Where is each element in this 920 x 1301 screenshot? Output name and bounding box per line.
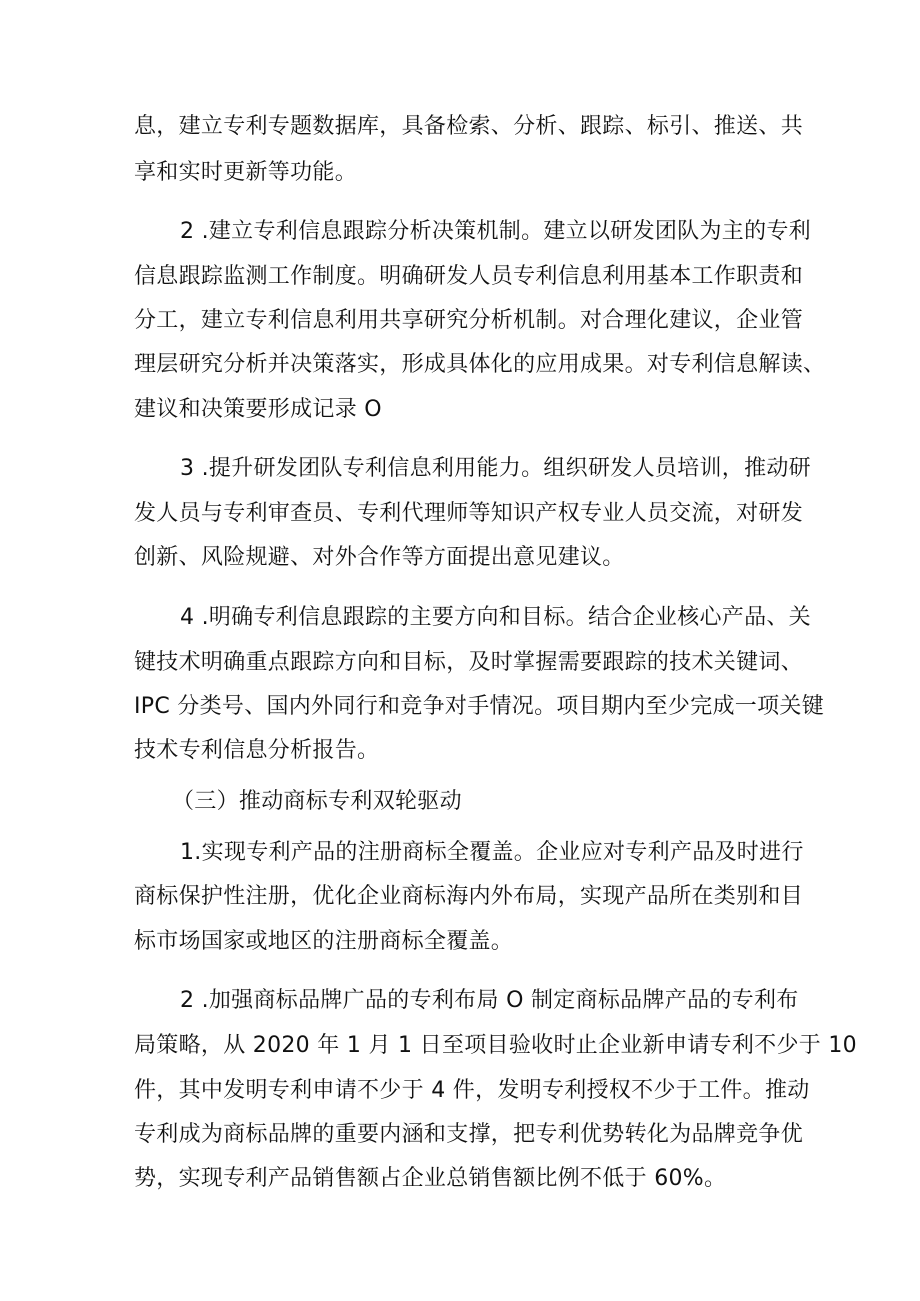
- text-line: 势，实现专利产品销售额占企业总销售额比例不低于 60%。: [134, 1166, 727, 1191]
- text-line: 专利成为商标品牌的重要内涵和支撑，把专利优势转化为品牌竞争优: [134, 1122, 804, 1147]
- text-line: 享和实时更新等功能。: [134, 160, 358, 185]
- text-line: 标市场国家或地区的注册商标全覆盖。: [134, 929, 514, 954]
- text-line: 件，其中发明专利申请不少于 4 件，发明专利授权不少于工件。推动: [134, 1078, 810, 1103]
- text-line: 3 .提升研发团队专利信息利用能力。组织研发人员培训，推动研: [180, 456, 811, 481]
- section-heading: （三）推动商标专利双轮驱动: [172, 789, 462, 814]
- text-line: 理层研究分析并决策落实，形成具体化的应用成果。对专利信息解读、: [134, 352, 826, 377]
- text-line: 分工，建立专利信息利用共享研究分析机制。对合理化建议，企业管: [134, 308, 804, 333]
- text-line: 商标保护性注册，优化企业商标海内外布局，实现产品所在类别和目: [134, 884, 804, 909]
- text-line: 2 .建立专利信息跟踪分析决策机制。建立以研发团队为主的专利: [180, 219, 811, 244]
- text-line: 发人员与专利审查员、专利代理师等知识产权专业人员交流，对研发: [134, 501, 804, 526]
- text-line: IPC 分类号、国内外同行和竞争对手情况。项目期内至少完成一项关键: [134, 694, 825, 719]
- text-line: 息，建立专利专题数据库，具备检索、分析、跟踪、标引、推送、共: [134, 114, 804, 139]
- text-line: 4 .明确专利信息跟踪的主要方向和目标。结合企业核心产品、关: [180, 605, 811, 630]
- text-line: 建议和决策要形成记录 O: [134, 397, 382, 422]
- text-line: 键技术明确重点跟踪方向和目标，及时掌握需要跟踪的技术关键词、: [134, 650, 804, 675]
- text-line: 1.实现专利产品的注册商标全覆盖。企业应对专利产品及时进行: [180, 840, 804, 865]
- text-line: 创新、风险规避、对外合作等方面提出意见建议。: [134, 545, 625, 570]
- text-line: 信息跟踪监测工作制度。明确研发人员专利信息利用基本工作职责和: [134, 264, 804, 289]
- text-line: 技术专利信息分析报告。: [134, 738, 380, 763]
- text-line: 2 .加强商标品牌广品的专利布局 O 制定商标品牌产品的专利布: [180, 988, 799, 1013]
- text-line: 局策略，从 2020 年 1 月 1 日至项目验收时止企业新申请专利不少于 10: [134, 1033, 857, 1058]
